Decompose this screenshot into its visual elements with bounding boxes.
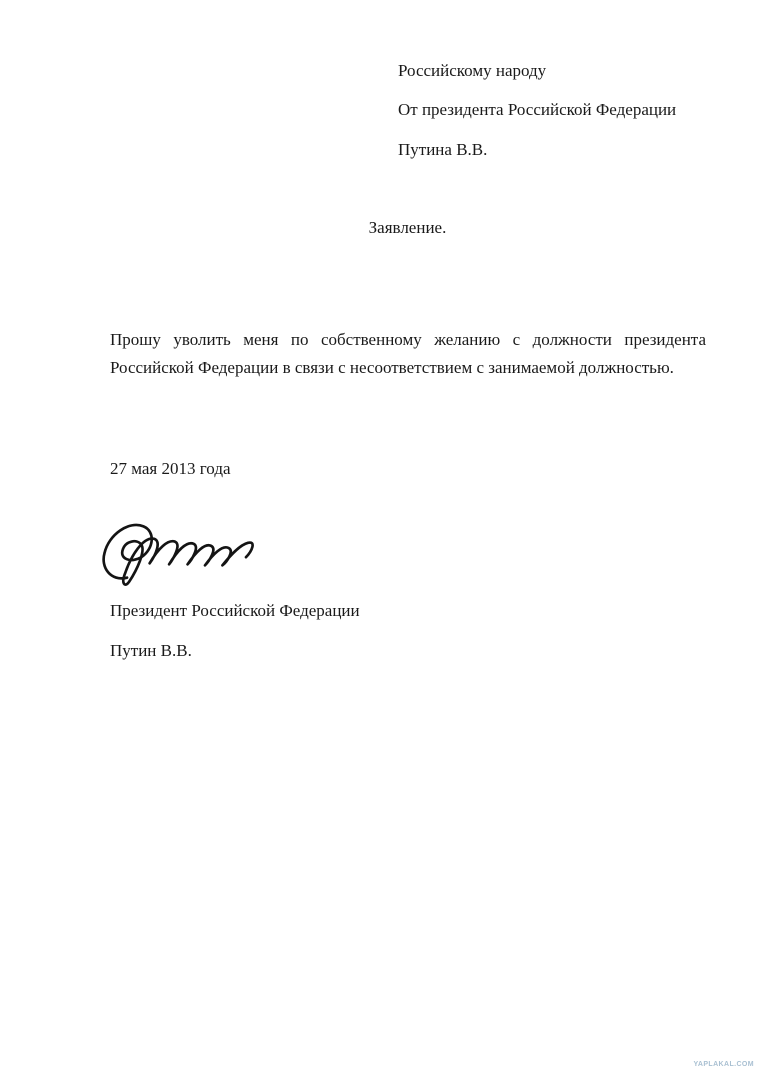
putin-handwritten-signature-icon (98, 510, 273, 592)
signature-svg (98, 510, 273, 592)
recipient-block (398, 61, 728, 179)
document-title: Заявление. (368, 218, 447, 237)
recipient-line-sender: От президента Российской Федерации (398, 100, 677, 120)
watermark: YAPLAKAL.COM (693, 1061, 754, 1068)
signoff-position: Президент Российской Федерации (110, 601, 360, 620)
recipient-line-sender-name: Путина В.В. (398, 139, 488, 159)
body-paragraph: Прошу уволить меня по собственному желанию с должности президента Российской Федерации в связи с несоответствием с занимаемой должностью. (110, 330, 706, 377)
signoff-name: Путин В.В. (110, 641, 192, 660)
recipient-line-addressee: Российскому народу (398, 61, 547, 80)
date-line: 27 мая 2013 года (110, 459, 231, 478)
